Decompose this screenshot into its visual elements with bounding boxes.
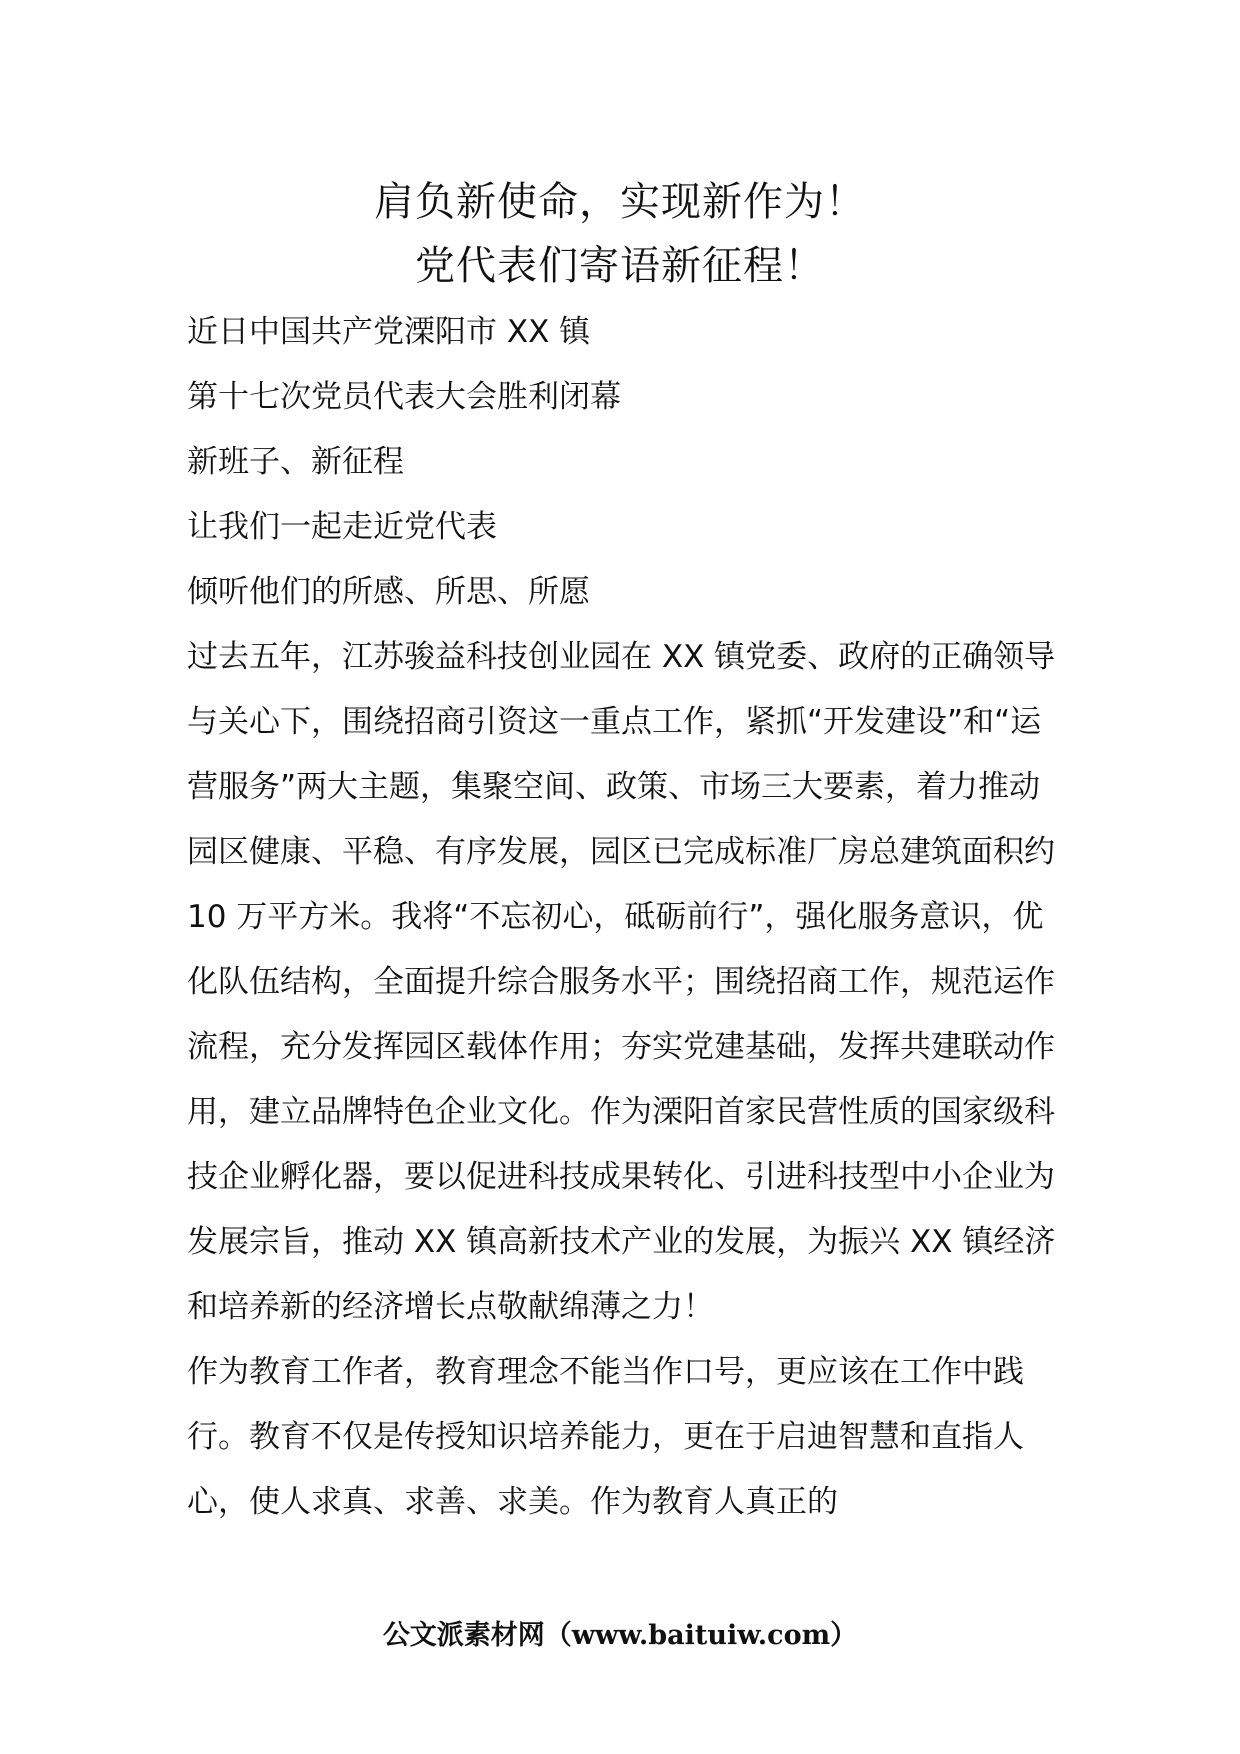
intro-line: 让我们一起走近党代表 xyxy=(187,509,497,545)
document-title-line-1: 肩负新使命，实现新作为！ xyxy=(374,179,866,225)
intro-line: 倾听他们的所感、所思、所愿 xyxy=(187,574,590,610)
intro-line: 近日中国共产党溧阳市 XX 镇 xyxy=(187,314,591,350)
document-title-line-2: 党代表们寄语新征程！ xyxy=(415,243,825,289)
page-footer-source: 公文派素材网（www.baituiw.com） xyxy=(382,1620,858,1651)
body-paragraph: 作为教育工作者，教育理念不能当作口号，更应该在工作中践行。教育不仅是传授知识培养能力，更在于启迪智慧和直指人心，使人求真、求善、求美。作为教育人真正的 xyxy=(187,1354,1024,1520)
intro-line: 第十七次党员代表大会胜利闭幕 xyxy=(187,379,621,415)
body-paragraph: 过去五年，江苏骏益科技创业园在 XX 镇党委、政府的正确领导与关心下，围绕招商引资这一重点工作，紧抓“开发建设”和“运营服务”两大主题，集聚空间、政策、市场三大要素，着力推动园区健康、平稳、有序发展，园区已完成标准厂房总建筑面积约 10 万平方米。我将“不忘初心，砥砺前行”，强化服务意识，优化队伍结构，全面提升综合服务水平；围绕招商工作，规范运作流程，充分发挥园区载体作用；夯实党建基础，发挥共建联动作用，建立品牌特色企业文化。作为溧阳首家民营性质的国家级科技企业孵化器，要以促进科技成果转化、引进科技型中小企业为发展宗旨，推动 XX 镇高新技术产业的发展，为振兴 XX 镇经济和培养新的经济增长点敬献绵薄之力！ xyxy=(187,639,1056,1325)
document-body xyxy=(187,300,1067,1535)
intro-line: 新班子、新征程 xyxy=(187,444,404,480)
